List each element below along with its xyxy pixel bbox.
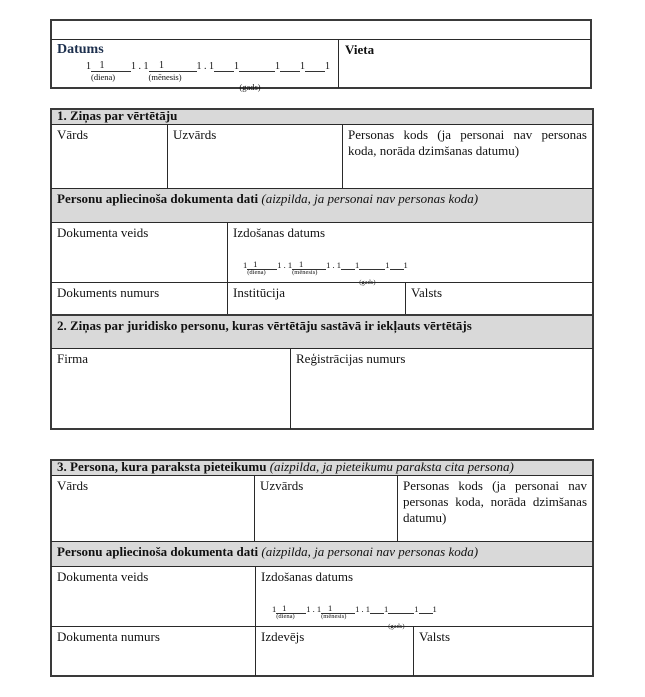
header-blank-row[interactable]: [51, 20, 591, 39]
signer-last-name-field[interactable]: Uzvārds: [260, 478, 304, 493]
section3-title: 3. Persona, kura paraksta pieteikumu (aizpilda, ja pieteikumu paraksta cita persona): [57, 459, 514, 474]
signer-issuer-field[interactable]: Izdevējs: [261, 629, 305, 644]
last-name-field[interactable]: Uzvārds: [173, 127, 217, 142]
section2-title: 2. Ziņas par juridisko personu, kuras vērtētāju sastāvā ir iekļauts vērtētājs: [57, 318, 472, 333]
signer-personal-code-field[interactable]: Personas kods (ja personai nav personas koda, norāda dzimšanas datumu): [403, 478, 587, 525]
signer-first-name-field[interactable]: Vārds: [57, 478, 89, 493]
country-field[interactable]: Valsts: [411, 285, 443, 300]
signer-issue-date-format-guide: 1 1 (diena) 1 . 1 1 (mēnesis) 1 . 1 1 (gads) 1 1: [272, 603, 437, 630]
document-number-field[interactable]: Dokuments numurs: [57, 285, 160, 300]
personal-code-field[interactable]: Personas kods (ja personai nav personas koda, norāda dzimšanas datumu): [348, 127, 587, 158]
place-label: Vieta: [345, 42, 375, 57]
document-type-field[interactable]: Dokumenta veids: [57, 225, 149, 240]
first-name-field[interactable]: Vārds: [57, 127, 89, 142]
id-document-header: Personu apliecinoša dokumenta dati (aizpilda, ja personai nav personas koda): [57, 191, 479, 206]
institution-field[interactable]: Institūcija: [233, 285, 285, 300]
registration-number-field[interactable]: Reģistrācijas numurs: [296, 351, 406, 366]
issue-date-format-guide: 1 1 (diena) 1 . 1 1 (mēnesis) 1 . 1 1 (gads) 1 1: [243, 259, 408, 286]
date-format-guide: 1 1 (diena) 1 . 1 1 (mēnesis) 1 . 1 1 (gads) 1 1 1: [86, 60, 330, 92]
signer-country-field[interactable]: Valsts: [419, 629, 451, 644]
firm-field[interactable]: Firma: [57, 351, 89, 366]
signer-id-document-header: Personu apliecinoša dokumenta dati (aizpilda, ja personai nav personas koda): [57, 544, 479, 559]
signer-issue-date-field[interactable]: Izdošanas datums: [261, 569, 354, 584]
signer-document-number-field[interactable]: Dokumenta numurs: [57, 629, 160, 644]
date-label: Datums: [57, 42, 104, 57]
issue-date-field[interactable]: Izdošanas datums: [233, 225, 326, 240]
section1-title: 1. Ziņas par vērtētāju: [57, 108, 178, 123]
divider: [338, 39, 339, 88]
place-field[interactable]: [340, 40, 590, 87]
signer-document-type-field[interactable]: Dokumenta veids: [57, 569, 149, 584]
